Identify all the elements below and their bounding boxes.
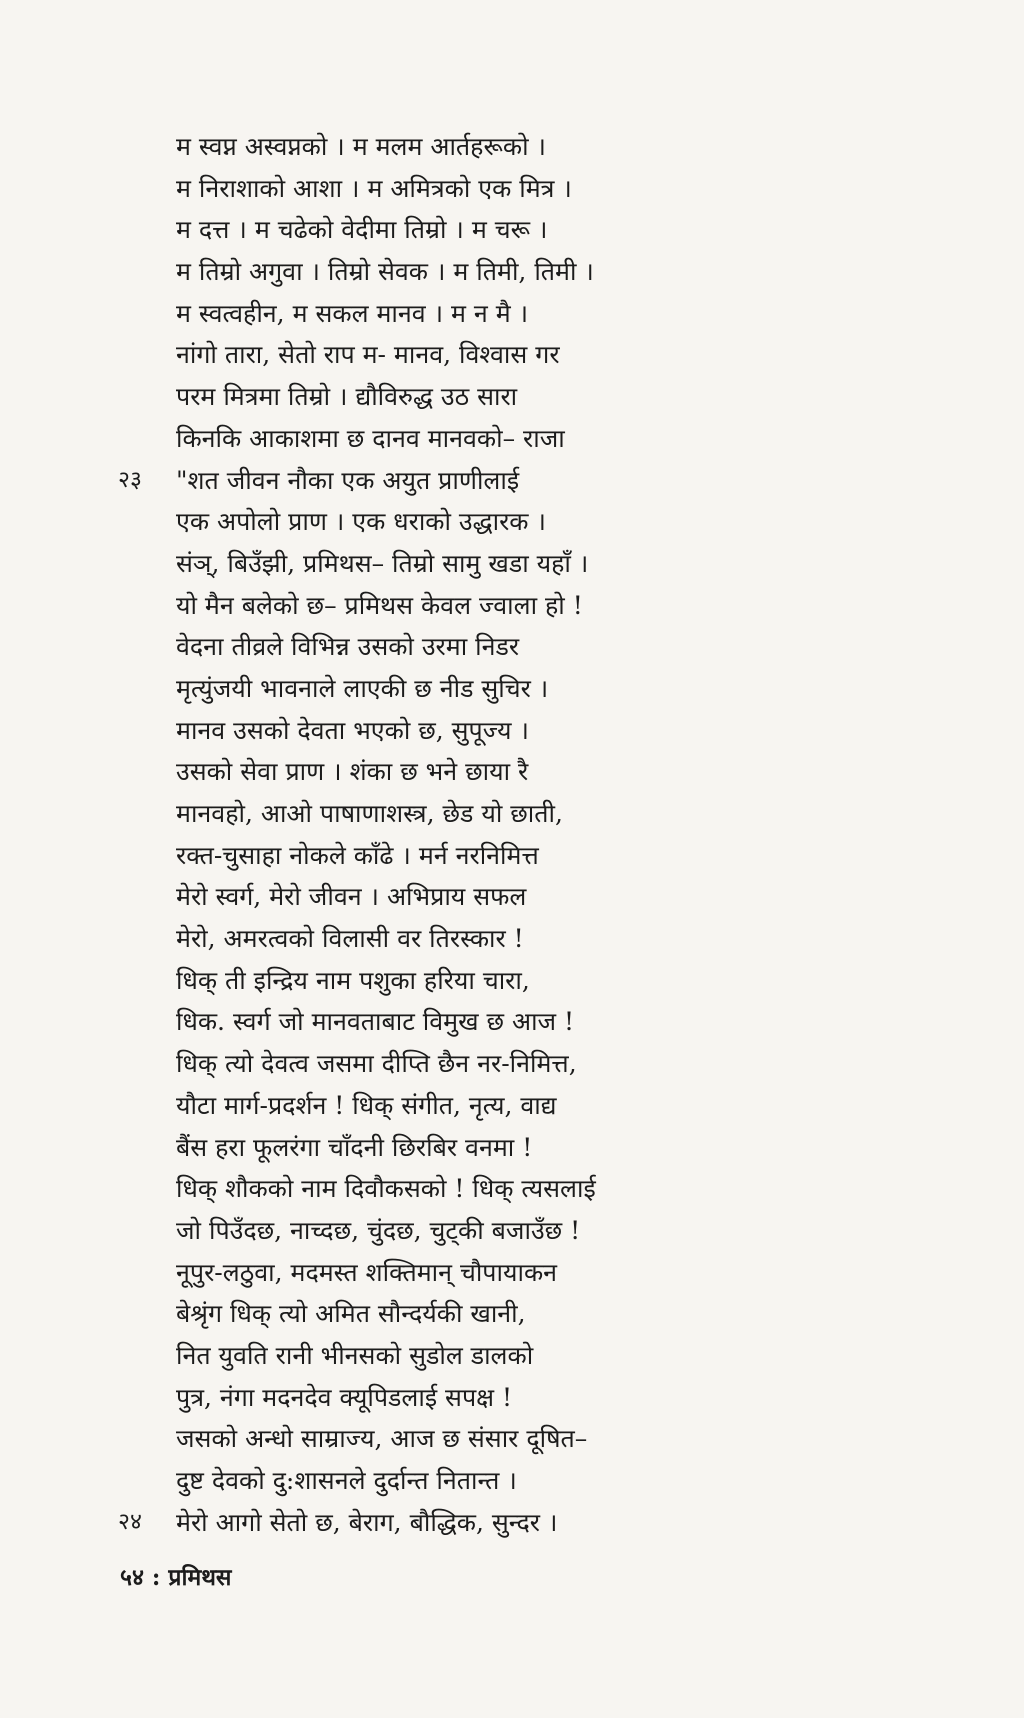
poem-line-text: वेदना तीव्रले विभिन्न उसको उरमा निडर [176,632,520,662]
poem-line-text: मेरो आगो सेतो छ, बेराग, बौद्धिक, सुन्दर । [176,1507,558,1537]
poem-line-text: नांगो तारा, सेतो राप म- मानव, विश्वास गर [176,340,560,370]
poem-line-text: नूपुर-लठुवा, मदमस्त शक्तिमान् चौपायाकन [176,1257,558,1287]
poem-line-text: जसको अन्धो साम्राज्य, आज छ संसार दूषित– [176,1424,588,1454]
poem-line-text: बैंस हरा फूलरंगा चाँदनी छिरबिर वनमा ! [176,1132,533,1162]
poem-line-text: नित युवति रानी भीनसको सुडोल डालको [176,1340,534,1370]
poem-line-text: रक्त-चुसाहा नोकले काँढे । मर्न नरनिमित्त [176,840,539,870]
poem-line-text: एक अपोलो प्राण । एक धराको उद्धारक । [176,507,546,537]
poem-line [118,501,678,543]
poem-line-text: दुष्ट देवको दु:शासनले दुर्दान्त नितान्त । [176,1466,517,1495]
poem-line-text: धिक् शौकको नाम दिवौकसको ! धिक् त्यसलाई [176,1174,596,1204]
poem-line-text: बेश्रृंग धिक् त्यो अमित सौन्दर्यकी खानी, [176,1299,526,1329]
poem-line [118,668,678,710]
poem-line [118,209,678,251]
poem-line-text: मानव उसको देवता भएको छ, सुपूज्य । [176,715,529,745]
poem-line [118,1168,678,1210]
poem-line [118,1252,678,1294]
poem-line-text: म निराशाको आशा । म अमित्रको एक मित्र । [176,173,572,203]
verse-number: २३ [118,466,142,493]
poem-line [118,626,678,668]
poem-line [118,876,678,918]
poem-line [118,1502,678,1544]
poem-line-text: धिक् ती इन्द्रिय नाम पशुका हरिया चारा, [176,965,530,995]
poem-line-text: पुत्र, नंगा मदनदेव क्यूपिडलाई सपक्ष ! [176,1382,513,1412]
poem-line [118,793,678,835]
poem-line-text: यो मैन बलेको छ– प्रमिथस केवल ज्वाला हो ! [176,590,583,620]
poem-line [118,334,678,376]
poem-line [118,960,678,1002]
verse-number: २४ [118,1508,142,1535]
poem-line-text: मृत्युंजयी भावनाले लाएकी छ नीड सुचिर । [176,673,549,703]
poem-line [118,543,678,585]
poem-line-text: किनकि आकाशमा छ दानव मानवको– राजा [176,423,565,453]
poem-line [118,1460,678,1502]
poem-line-text: संञ्, बिउँझी, प्रमिथस– तिम्रो सामु खडा यहाँ । [176,548,589,578]
poem-line [118,710,678,752]
poem-line [118,376,678,418]
poem-line-text: मानवहो, आओ पाषाणाशस्त्र, छेड यो छाती, [176,799,563,828]
poem-line [118,126,678,168]
poem-line-text: यौटा मार्ग-प्रदर्शन ! धिक् संगीत, नृत्य, वाद्य [176,1090,557,1120]
poem-line [118,585,678,627]
poem-line-text: म स्वप्न अस्वप्नको । म मलम आर्तहरूको । [176,132,546,161]
poem-line [118,1085,678,1127]
poem-line-text: म स्वत्वहीन, म सकल मानव । म न मै । [176,298,529,328]
poem-line [118,1293,678,1335]
poem-line [118,1127,678,1169]
poem-line-text: उसको सेवा प्राण । शंका छ भने छाया रै [176,757,529,787]
poem-line-text: मेरो, अमरत्वको विलासी वर तिरस्कार ! [176,924,524,954]
poem-line [118,1335,678,1377]
poem-line [118,251,678,293]
poem-line-text: जो पिउँदछ, नाच्दछ, चुंदछ, चुट्की बजाउँछ ! [176,1215,581,1245]
poem-line [118,1377,678,1419]
poem-line [118,168,678,210]
poem-line-text: म तिम्रो अगुवा । तिम्रो सेवक । म तिमी, तिमी । [176,257,594,287]
poem-line-text: मेरो स्वर्ग, मेरो जीवन । अभिप्राय सफल [176,882,527,912]
poem-line [118,293,678,335]
poem-line [118,1210,678,1252]
poem-line-text: म दत्त । म चढेको वेदीमा तिम्रो । म चरू । [176,215,548,245]
poem-line [118,460,678,502]
poem-line [118,1043,678,1085]
poem-line-text: धिक् त्यो देवत्व जसमा दीप्ति छैन नर-निमित्त, [176,1049,577,1079]
poem-line [118,751,678,793]
poem-text [118,126,678,1543]
poem-line-text: "शत जीवन नौका एक अयुत प्राणीलाई [176,465,520,495]
poem-line [118,418,678,460]
poem-line [118,1418,678,1460]
poem-line [118,918,678,960]
poem-line [118,1001,678,1043]
poem-line-text: परम मित्रमा तिम्रो । द्यौविरुद्ध उठ सारा [176,382,518,412]
page-footer: ५४ : प्रमिथस [120,1564,232,1591]
poem-line [118,835,678,877]
poem-line-text: धिक. स्वर्ग जो मानवताबाट विमुख छ आज ! [176,1007,575,1037]
